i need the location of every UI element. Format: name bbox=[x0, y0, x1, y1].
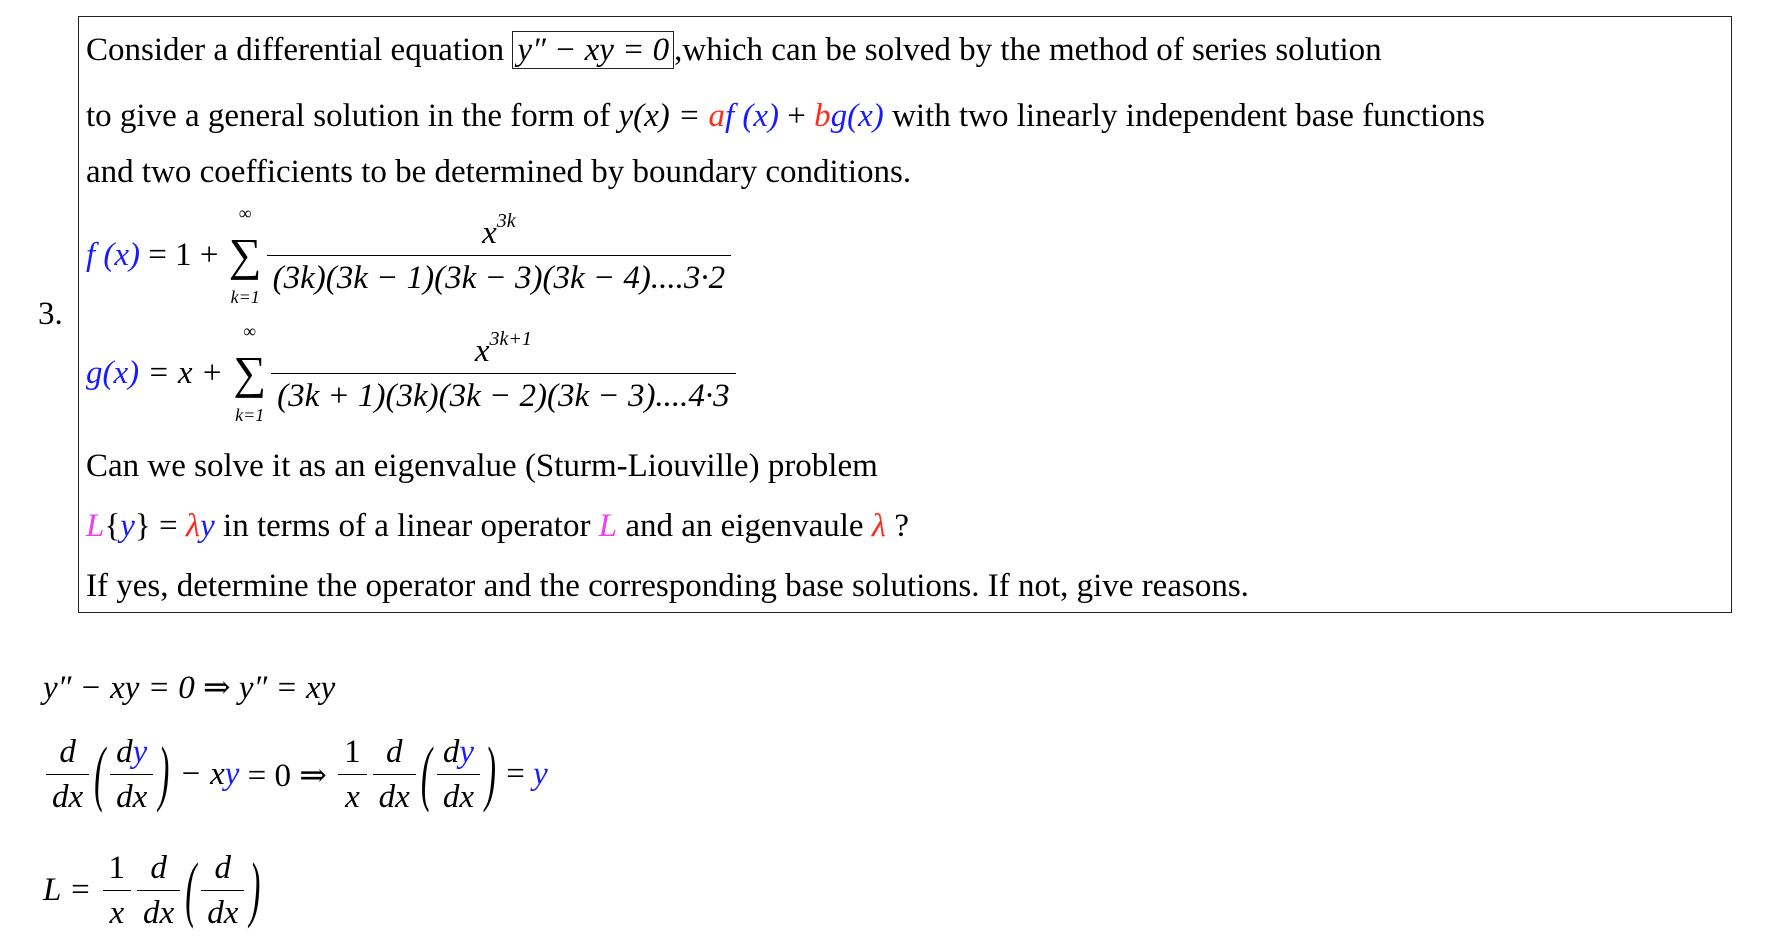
problem-line-7 bbox=[86, 506, 909, 546]
problem-line-6: Can we solve it as an eigenvalue (Sturm-Liouville) problem bbox=[86, 448, 878, 484]
plus: + bbox=[779, 98, 815, 134]
denominator: dx bbox=[116, 779, 148, 815]
equals: = bbox=[497, 756, 534, 792]
var-y: y bbox=[459, 734, 474, 770]
text: and an eigenvaule bbox=[617, 508, 872, 544]
g-lhs: g(x) bbox=[86, 355, 140, 391]
paren: ) bbox=[484, 734, 496, 815]
fraction-d-dx bbox=[137, 846, 180, 935]
numerator: d bbox=[373, 730, 416, 775]
denominator: dx bbox=[378, 779, 410, 815]
sum-lower: k=1 bbox=[235, 405, 265, 425]
var-y: y bbox=[120, 508, 135, 544]
denominator: (3k)(3k − 1)(3k − 3)(3k − 4)....3·2 bbox=[272, 259, 726, 296]
text: with two linearly independent base functions bbox=[883, 98, 1485, 134]
operator-L: L bbox=[598, 508, 618, 544]
fraction-d-dx bbox=[373, 730, 416, 819]
numerator: d bbox=[201, 846, 244, 891]
var-y: y bbox=[224, 756, 240, 792]
paren: ( bbox=[185, 850, 197, 931]
fraction-1-x bbox=[338, 730, 367, 819]
operator-L: L bbox=[86, 508, 105, 544]
denominator: x bbox=[345, 779, 360, 815]
var-y: y bbox=[132, 734, 148, 770]
text: = 0 ⇒ bbox=[239, 757, 336, 794]
fraction-dy-dx bbox=[437, 730, 480, 819]
text: to give a general solution in the form of bbox=[86, 98, 619, 134]
numerator-base: x bbox=[482, 214, 497, 251]
problem-line-1 bbox=[86, 30, 1382, 70]
numerator-exponent: 3k+1 bbox=[489, 327, 532, 350]
g-rhs-prefix: = x + bbox=[139, 355, 232, 391]
problem-line-2 bbox=[86, 96, 1485, 136]
denominator: x bbox=[109, 895, 125, 931]
fraction-dy-dx bbox=[110, 730, 153, 819]
solution-line-2 bbox=[43, 730, 548, 819]
func-g: g(x) bbox=[830, 98, 884, 134]
solution-line-3 bbox=[43, 846, 262, 935]
paren: ) bbox=[249, 850, 261, 931]
f-rhs-prefix: = 1 + bbox=[140, 237, 227, 273]
paren: ( bbox=[94, 734, 106, 815]
sum-upper: ∞ bbox=[238, 203, 252, 223]
fraction-1-x bbox=[103, 846, 132, 935]
problem-line-8: If yes, determine the operator and the corresponding base solutions. If not, give reasons. bbox=[86, 568, 1249, 604]
denominator: dx bbox=[52, 779, 84, 815]
operator-definition: L = bbox=[43, 872, 100, 908]
sigma-icon: ∑ bbox=[228, 229, 262, 280]
numerator: d bbox=[46, 730, 89, 775]
numerator: d bbox=[116, 734, 133, 770]
var-y: y bbox=[533, 756, 548, 792]
text: in terms of a linear operator bbox=[214, 508, 599, 544]
brace: { bbox=[104, 508, 121, 544]
coef-b: b bbox=[814, 98, 831, 134]
solution-line-1: y″ − xy = 0 ⇒ y″ = xy bbox=[43, 670, 336, 706]
summation bbox=[233, 318, 266, 428]
sigma-icon: ∑ bbox=[233, 347, 267, 398]
numerator: d bbox=[442, 734, 460, 770]
numerator: 1 bbox=[103, 846, 132, 891]
text: Consider a differential equation bbox=[86, 32, 513, 68]
numerator: d bbox=[137, 846, 180, 891]
eq-lhs: y(x) = bbox=[618, 98, 709, 134]
func-f: f (x) bbox=[725, 98, 780, 134]
brace: } bbox=[134, 508, 151, 544]
f-fraction bbox=[267, 211, 732, 300]
numerator: 1 bbox=[338, 730, 367, 775]
sum-lower: k=1 bbox=[230, 287, 260, 307]
lambda: λ bbox=[185, 508, 201, 544]
fraction-d-dx bbox=[201, 846, 244, 935]
var-y: y bbox=[200, 508, 215, 544]
numerator-exponent: 3k bbox=[496, 209, 516, 232]
lambda: λ bbox=[871, 508, 887, 544]
problem-line-3: and two coefficients to be determined by boundary conditions. bbox=[86, 154, 912, 190]
g-fraction bbox=[271, 329, 736, 418]
denominator: dx bbox=[442, 779, 474, 815]
text: ? bbox=[886, 508, 909, 544]
numerator-base: x bbox=[474, 332, 490, 369]
denominator: dx bbox=[143, 895, 175, 931]
denominator: (3k + 1)(3k)(3k − 2)(3k − 3)....4·3 bbox=[277, 377, 730, 414]
summation bbox=[229, 200, 262, 310]
text: ,which can be solved by the method of series solution bbox=[674, 32, 1382, 68]
f-series bbox=[86, 200, 734, 310]
paren: ( bbox=[420, 734, 432, 815]
text: − x bbox=[171, 756, 225, 792]
coef-a: a bbox=[708, 98, 725, 134]
f-lhs: f (x) bbox=[86, 237, 141, 273]
problem-number: 3. bbox=[38, 296, 63, 332]
paren: ) bbox=[158, 734, 170, 815]
sum-upper: ∞ bbox=[243, 321, 257, 341]
fraction-d-dx bbox=[46, 730, 89, 819]
denominator: dx bbox=[207, 895, 239, 931]
equals: = bbox=[150, 508, 186, 544]
boxed-equation: y″ − xy = 0 bbox=[512, 31, 674, 69]
g-series bbox=[86, 318, 739, 428]
